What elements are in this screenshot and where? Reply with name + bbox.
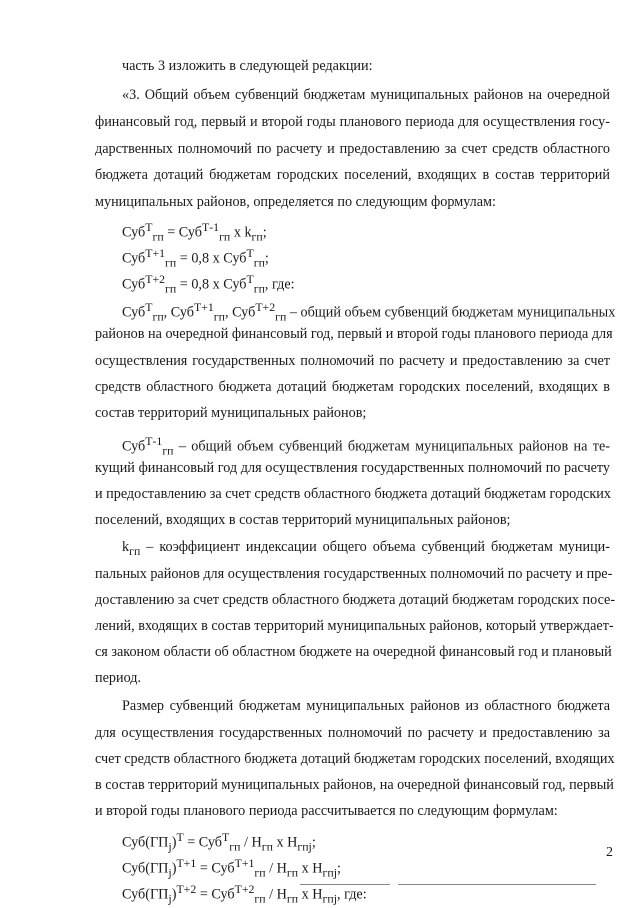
doc-line: состав территорий муниципальных районов; <box>95 405 367 421</box>
doc-line: лений, входящих в состав территорий муниципальных районов, который утверждает- <box>95 618 614 634</box>
doc-line: Суб$^{Т-1}_{гп}$ – общий объем субвенций бюджетам муниципальных районов на те- <box>122 434 610 458</box>
doc-line: часть 3 изложить в следующей редакции: <box>122 58 373 74</box>
formula-line: $Суб(ГП_j)^{Т+2} = Суб^{Т+2}_{гп} / Н_{гп}$ x $Н_{гпj}$, где: <box>122 882 367 906</box>
doc-line: бюджета дотаций бюджетам городских поселений, входящих в состав территорий <box>95 167 610 183</box>
doc-line: пальных районов для осуществления государственных полномочий по расчету и пре- <box>95 566 613 582</box>
doc-line: поселений, входящих в состав территорий муниципальных районов; <box>95 512 511 528</box>
doc-line: Суб$^Т_{гп}$, Суб$^{Т+1}_{гп}$, Суб$^{Т+2}_{гп}$ – общий объем субвенций бюджетам муниципальных <box>122 300 616 324</box>
doc-line: средств областного бюджета дотаций бюджетам городских поселений, входящих в <box>95 379 610 395</box>
doc-line: осуществления государственных полномочий по расчету и предоставлению за счет <box>95 353 610 369</box>
doc-line: ся законом области об областном бюджете на очередной финансовый год и плановый <box>95 644 612 660</box>
doc-line: и предоставлению за счет средств областного бюджета дотаций бюджетам городских <box>95 486 611 502</box>
formula-line: $Суб(ГП_j)^Т = Суб^Т_{гп} / Н_{гп}$ x $Н_{гпj}$; <box>122 830 316 854</box>
doc-line: муниципальных районов, определяется по следующим формулам: <box>95 194 496 210</box>
formula-line: Суб$^Т_{гп}$ = Суб$^{Т-1}_{гп}$ x $k_{гп}$; <box>122 220 267 244</box>
doc-line: в состав территорий муниципальных районов, на очередной финансовый год, первый <box>95 777 614 793</box>
formula-line: $Суб(ГП_j)^{Т+1} = Суб^{Т+1}_{гп} / Н_{гп}$ x $Н_{гпj}$; <box>122 856 341 880</box>
doc-line: районов на очередной финансовый год, первый и второй годы планового периода для <box>95 326 613 342</box>
doc-line: финансовый год, первый и второй годы планового периода для осуществления госу- <box>95 114 610 130</box>
doc-line: Размер субвенций бюджетам муниципальных районов из областного бюджета <box>122 698 610 714</box>
footer-rule <box>300 884 390 885</box>
page-number: 2 <box>606 845 613 860</box>
doc-line: и второй годы планового периода рассчитывается по следующим формулам: <box>95 803 558 819</box>
doc-line: для осуществления государственных полномочий по расчету и предоставлению за <box>95 725 610 741</box>
formula-line: Суб$^{Т+2}_{гп}$ = 0,8 x Суб$^Т_{гп}$, где: <box>122 272 295 296</box>
doc-line: «3. Общий объем субвенций бюджетам муниципальных районов на очередной <box>122 87 610 103</box>
doc-line: кущий финансовый год для осуществления государственных полномочий по расчету <box>95 460 610 476</box>
formula-line: Суб$^{Т+1}_{гп}$ = 0,8 x Суб$^Т_{гп}$; <box>122 246 269 270</box>
doc-line: счет средств областного бюджета дотаций бюджетам городских поселений, входящих <box>95 751 615 767</box>
doc-line: доставлению за счет средств областного бюджета дотаций бюджетам городских посе- <box>95 592 616 608</box>
footer-rule <box>398 884 596 885</box>
doc-line: дарственных полномочий по расчету и предоставлению за счет средств областного <box>95 141 610 157</box>
doc-line: период. <box>95 670 142 686</box>
doc-line: $k_{гп}$ – коэффициент индексации общего объема субвенций бюджетам муници- <box>122 539 610 558</box>
